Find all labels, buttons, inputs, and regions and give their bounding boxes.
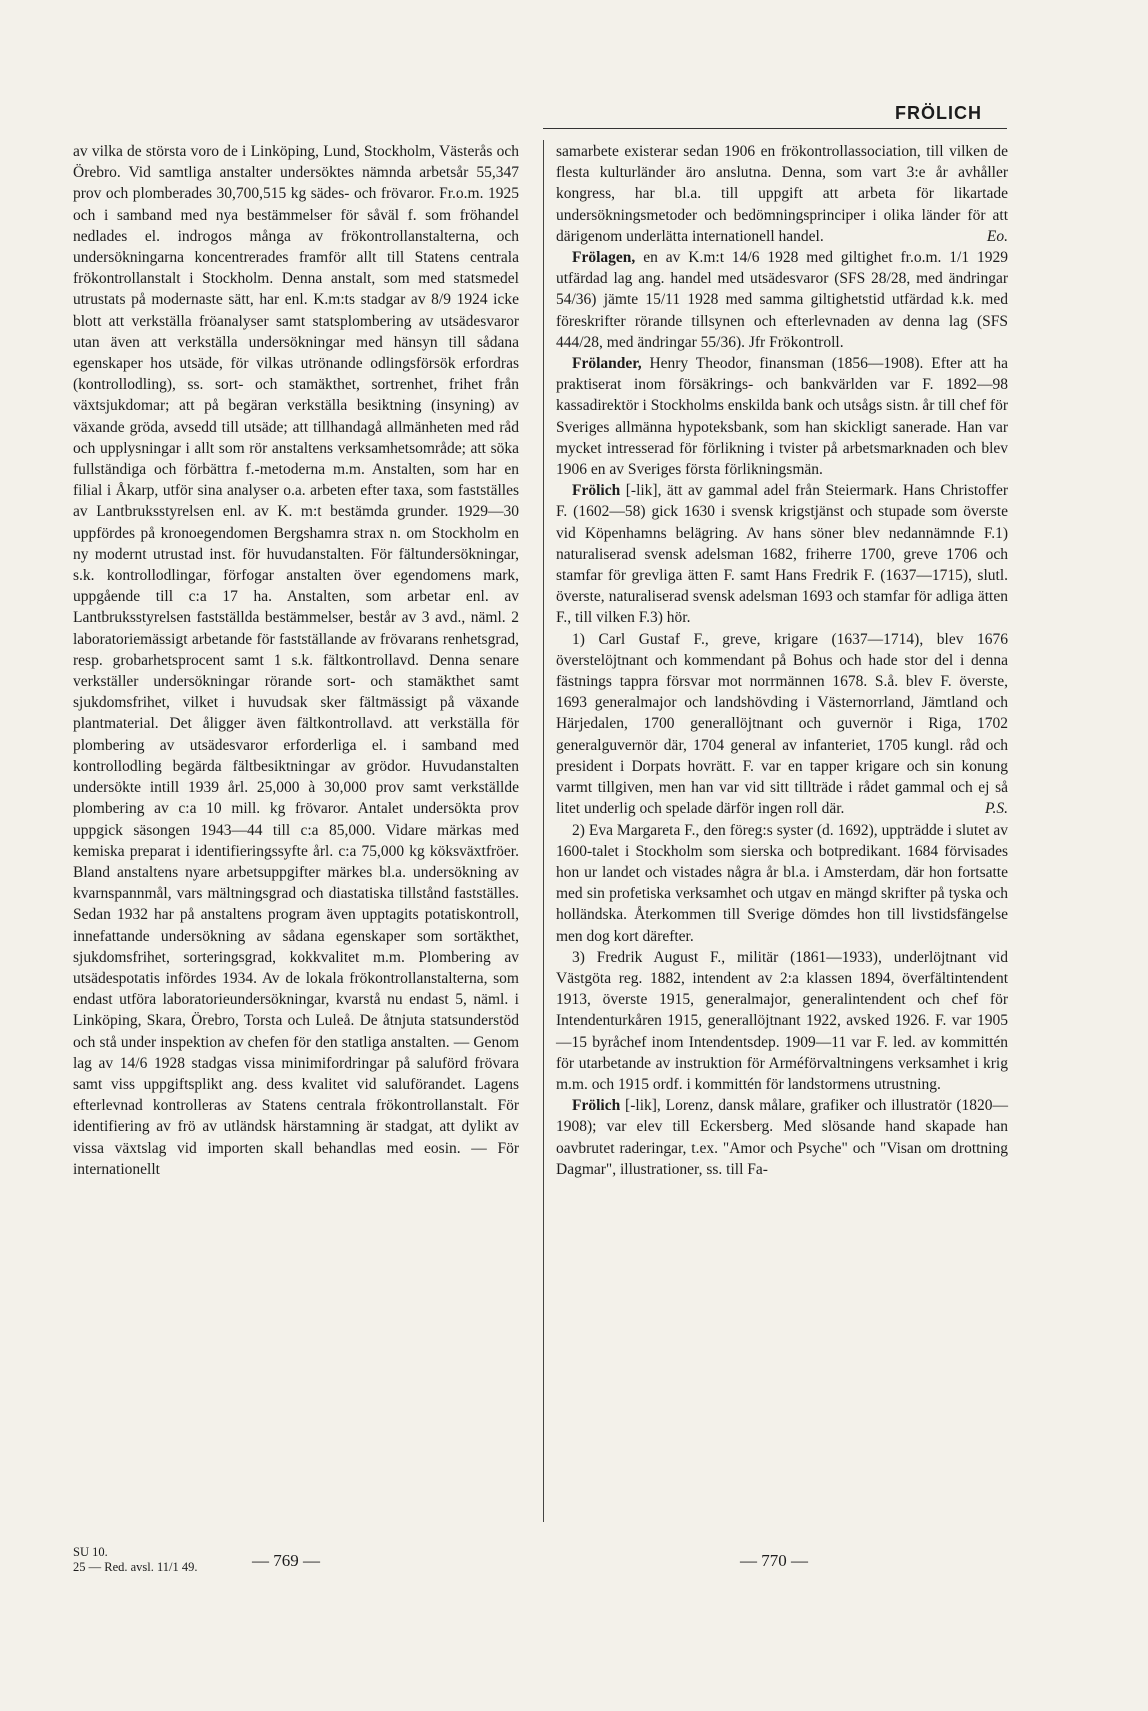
author-signature: Eo. (986, 227, 1008, 245)
article-frolich-family: Frölich [-lik], ätt av gammal adel från Steiermark. Hans Christoffer F. (1602—58) gick 1630 i svensk krigstjänst och stupade som överste vid Köpenhamns belägring. Av hans söner blev nedannämnde F.1) naturaliserad svensk adelsman 1682, friherre 1700, greve 1706 och stamfar för grevliga ätten F. samt Hans Fredrik F. (1637—1715), slutl. överste, naturaliserad svensk adelsman 1693 och stamfar för adliga ätten F., till vilken F.3) hör. (556, 482, 1008, 627)
article-frolagen: Frölagen, en av K.m:t 14/6 1928 med giltighet fr.o.m. 1/1 1929 utfärdad lag ang. handel med utsädesvaror (SFS 28/28, med ändringar 54/36) jämte 15/11 1928 med samma giltighetstid utfärdad k.k. med föreskrifter rörande tillsynen och efterlevnaden av denna lag (SFS 444/28, med ändringar 55/36). Jfr Frökontroll. (556, 249, 1008, 351)
headword: Frölich (572, 482, 621, 500)
page-number-left: — 769 — (252, 1551, 320, 1570)
header-rule (543, 128, 1007, 129)
headword: Frölich (572, 1097, 621, 1115)
headword: Frölander, (572, 355, 642, 373)
article-lorenz: Frölich [-lik], Lorenz, dansk målare, grafiker och illustratör (1820—1908); var elev till Eckersberg. Med slösande hand skapade han oavbrutet raderingar, t.ex. "Amor och Psyche" och "Visan om drottning Dagmar", illustrationer, ss. till Fa- (556, 1097, 1008, 1178)
column-divider (543, 140, 544, 1522)
left-column (73, 141, 519, 1180)
article-fredrik-august: 3) Fredrik August F., militär (1861—1933), underlöjtnant vid Västgöta reg. 1882, intendent av 2:a klassen 1894, överfältintendent 1913, överste 1915, generalmajor, generalintendent och chef för Intendenturkåren 1915, generallöjtnant 1922, avsked 1926. F. var 1905—15 byråchef inom Intendentsdep. 1909—11 var F. led. av kommittén för utarbetande av instruktion för Arméförvaltningens verksamhet i krig m.m. och 1915 ordf. i kommittén för landstormens utrustning. (556, 948, 1008, 1093)
page-number-right: — 770 — (740, 1551, 808, 1570)
running-title: FRÖLICH (895, 103, 982, 123)
right-column (556, 141, 1008, 1180)
article-frolander: Frölander, Henry Theodor, finansman (1856—1908). Efter att ha praktiserat inom försäkrings- och bankvärlden var F. 1892—98 kassadirektör i Stockholms enskilda bank och utsågs sistn. år till chef för Sveriges allmänna hypoteksbank, som han skickligt sanerade. Han var mycket intresserad för förlikning i tvister på arbetsmarknaden och blev 1906 en av Sveriges första förlikningsmän. (556, 355, 1008, 479)
headword: Frölagen, (572, 249, 636, 267)
article-eva-margareta: 2) Eva Margareta F., den föreg:s syster (d. 1692), uppträdde i slutet av 1600-talet i Stockholm som sierska och botpredikant. 1684 förvisades hon ur landet och vistades några år bl.a. i Amsterdam, där hon fortsatte med sin profetiska verksamhet och utgav en mängd skrifter på tyska och holländska. Återkommen till Sverige dömdes hon till livstidsfängelse men dog kort därefter. (556, 821, 1008, 945)
article-frokontroll-end: samarbete existerar sedan 1906 en frökontrollassociation, till vilken de flesta kulturländer äro anslutna. Denna, som vart 3:e år avhåller kongress, har bl.a. till uppgift att arbeta för likartade undersökningsmetoder och bedömningsprinciper i olika länder för att därigenom underlätta internationell handel. Eo. (556, 141, 1008, 247)
left-column-text: av vilka de största voro de i Linköping, Lund, Stockholm, Västerås och Örebro. Vid samtliga anstalter undersöktes nämnda arbetsår 55,347 prov och plomberades 30,700,515 kg sädes- och frövaror. Fr.o.m. 1925 och i samband med nya bestämmelser för såväl f. som fröhandel nedlades el. indrogos många av frökontrollanstalterna, och undersökningarna koncentrerades framför allt till Statens centrala frökontrollanstalt i Stockholm. Denna anstalt, som med statsmedel utrustats på modernaste sätt, har enl. K.m:ts stadgar av 8/9 1924 icke blott att verkställa fröanalyser samt statsplombering av utsädesvaror utan även att verkställa undersökningar med hänsyn till sådana egenskaper hos utsäde, för vilkas utrönande odlingsförsök erfordras (kontrollodling), ss. sort- och stamäkthet, sortrenhet, frihet från växtsjukdomar; att på begäran verkställa besiktning (insyning) av växande gröda, avsedd till utsäde; att tillhandagå allmänheten med råd och upplysningar i allt som rör anstaltens verksamhetsområde; att söka fullständiga och förbättra f.-metoderna m.m. Anstalten, som har en filial i Åkarp, utför sina analyser o.a. arbeten efter taxa, som fastställes av Lantbruksstyrelsen enl. av K. m:t bestämda grunder. 1929—30 uppfördes på kronoegendomen Bergshamra strax n. om Stockholm en ny modernt utrustad inst. för huvudanstalten. För fältundersökningar, s.k. kontrollodlingar, förfogar anstalten över egendomens mark, uppgående till c:a 17 ha. Anstalten, som arbetar enl. av Lantbruksstyrelsen fastställda bestämmelser, består av 3 avd., näml. 2 laboratoriemässigt arbetande för fastställande av frövarans renhetsgrad, resp. grobarhetsprocent samt 1 s.k. fältkontrollavd. Denna senare verkställer undersökningar rörande sort- och stamäkthet samt sjukdomsfrihet, vilket i huvudsak sker fältmässigt på växande plantmaterial. Det åligger även fältkontrollavd. att verkställa för plombering av utsädesvaror erforderliga el. i samband med kontrollodling begärda fältbesiktningar av grödor. Huvudanstalten undersökte intill 1939 årl. 25,000 à 30,000 prov samt verkställde plombering av c:a 10 mill. kg frövaror. Antalet undersökta prov uppgick säsongen 1943—44 till c:a 85,000. Vidare märkas med kemiska preparat i identifieringssyfte årl. c:a 75,000 kg köksväxtfröer. Bland anstaltens nyare arbetsuppgifter märkes bl.a. undersökning av kvarnspannmål, vars mältningsgrad och diastatiska tillstånd fastställes. Sedan 1932 har på anstaltens program även upptagits potatiskontroll, innefattande undersökning av sådana egenskaper som sortäkthet, sjukdomsfrihet, sorteringsgrad, kokkvalitet m.m. Plombering av utsädespotatis infördes 1934. Av de lokala frökontrollanstalterna, som endast utföra laboratorieundersökningar, kvarstå nu endast 5, näml. i Linköping, Skara, Örebro, Torsta och Luleå. De åtnjuta statsunderstöd och stå under inspektion av chefen för den statliga anstalten. — Genom lag av 14/6 1928 stadgas vissa minimifordringar på saluförd frövara samt viss uppgiftsplikt ang. dess kvalitet vid saluförandet. Lagens efterlevnad kontrolleras av Statens centrala frökontrollanstalt. För identifiering av frö av utländsk härstamning är stadgat, att dylikt av vissa växtslag vid importen skall behandlas med eosin. — För internationellt (73, 143, 519, 1178)
article-carl-gustaf: 1) Carl Gustaf F., greve, krigare (1637—1714), blev 1676 överstelöjtnant och kommendant på Bohus och hade stor del i denna fästnings tappra försvar mot norrmännen 1678. S.å. blev F. överste, 1693 generalmajor och landshövding i Västernorrland, Jämtland och Härjedalen, 1700 generallöjtnant och guvernör i Riga, 1702 generalguvernör där, 1704 general av infanteriet, 1705 kungl. råd och president i Dorpats hovrätt. F. var en tapper krigare och sin konung varmt tillgiven, men han var vid sitt tillträde i rådet gammal och ej så litet underlig och spelade därför ingen roll där. P.S. (556, 629, 1008, 820)
print-signature: SU 10. 25 — Red. avsl. 11/1 49. (73, 1545, 198, 1574)
author-signature: P.S. (985, 800, 1008, 818)
